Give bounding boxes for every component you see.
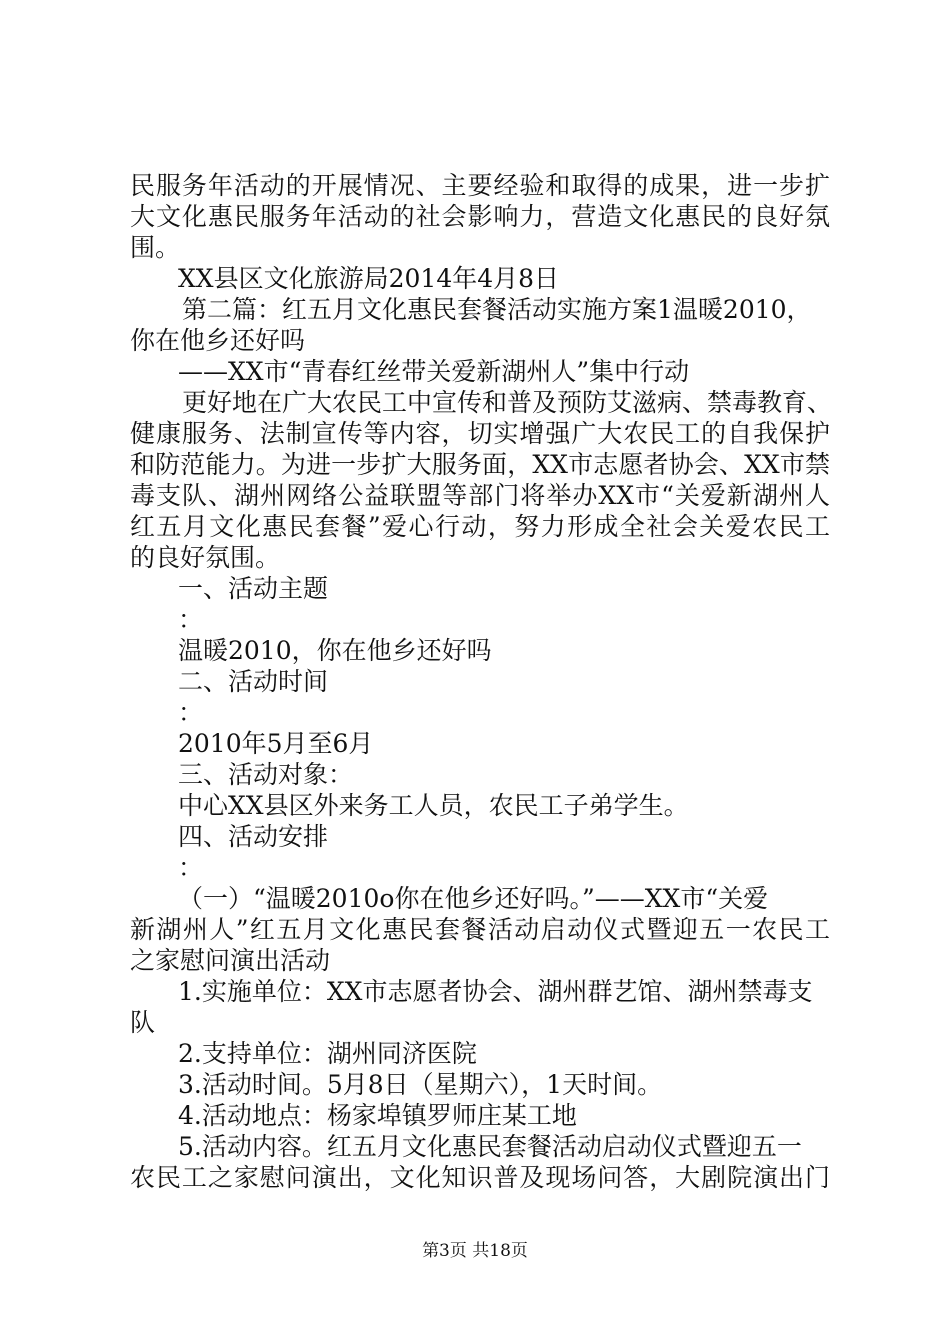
list-item: 3.活动时间。5月8日（星期六），1天时间。 — [178, 1070, 663, 1099]
text-line: 大文化惠民服务年活动的社会影响力，营造文化惠民的良好氛 — [130, 202, 830, 231]
text-line: 民服务年活动的开展情况、主要经验和取得的成果，进一步扩 — [130, 171, 830, 200]
text-line: 温暖2010，你在他乡还好吗 — [178, 636, 492, 665]
list-item: 5.活动内容。红五月文化惠民套餐活动启动仪式暨迎五一 — [178, 1132, 802, 1161]
text-line: 毒支队、湖州网络公益联盟等部门将举办XX市“关爱新湖州人 — [130, 481, 830, 510]
text-line: 和防范能力。为进一步扩大服务面，XX市志愿者协会、XX市禁 — [130, 450, 830, 479]
text-line: 围。 — [130, 233, 181, 262]
subsection-heading: （一）“温暖2010o你在他乡还好吗。”——XX市“关爱 — [178, 884, 769, 913]
text-line: 的良好氛围。 — [130, 543, 281, 572]
item-heading: 一、活动主题 — [178, 574, 329, 603]
text-line: 之家慰问演出活动 — [130, 946, 331, 975]
colon-line: ： — [178, 605, 204, 634]
item-heading: 四、活动安排 — [178, 822, 329, 851]
section-heading-cont: 你在他乡还好吗 — [130, 326, 306, 355]
text-line: 更好地在广大农民工中宣传和普及预防艾滋病、禁毒教育、 — [182, 388, 833, 417]
text-line: 中心XX县区外来务工人员，农民工子弟学生。 — [178, 791, 689, 820]
colon-line: ： — [178, 698, 204, 727]
subtitle-line: ——XX市“青春红丝带关爱新湖州人”集中行动 — [178, 357, 690, 386]
text-line: 新湖州人”红五月文化惠民套餐活动启动仪式暨迎五一农民工 — [130, 915, 830, 944]
text-line: 农民工之家慰问演出，文化知识普及现场问答，大剧院演出门 — [130, 1163, 830, 1192]
list-item: 1.实施单位：XX市志愿者协会、湖州群艺馆、湖州禁毒支 — [178, 977, 813, 1006]
text-line: 红五月文化惠民套餐”爱心行动，努力形成全社会关爱农民工 — [130, 512, 830, 541]
section-heading: 第二篇：红五月文化惠民套餐活动实施方案1温暖2010， — [182, 295, 812, 324]
text-line: 2010年5月至6月 — [178, 729, 374, 758]
item-heading: 三、活动对象： — [178, 760, 354, 789]
list-item: 4.活动地点：杨家埠镇罗师庄某工地 — [178, 1101, 577, 1130]
signature-line: XX县区文化旅游局2014年4月8日 — [178, 264, 560, 293]
page-number-footer: 第3页 共18页 — [422, 1241, 528, 1261]
document-body — [130, 170, 833, 1193]
colon-line: ： — [178, 853, 204, 882]
text-line: 健康服务、法制宣传等内容，切实增强广大农民工的自我保护 — [130, 419, 830, 448]
list-item: 2.支持单位：湖州同济医院 — [178, 1039, 477, 1068]
item-heading: 二、活动时间 — [178, 667, 329, 696]
text-line: 队 — [130, 1008, 156, 1037]
